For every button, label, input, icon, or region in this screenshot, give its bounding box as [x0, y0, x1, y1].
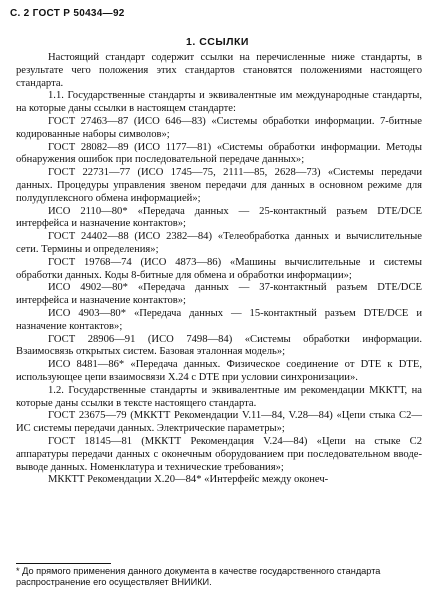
reference-item: ГОСТ 24402—88 (ИСО 2382—84) «Телеобработка данных и вычислительные сети. Термины и определения»; [16, 231, 422, 255]
section-title: 1. ССЫЛКИ [186, 36, 249, 48]
reference-item: ГОСТ 27463—87 (ИСО 646—83) «Системы обработки информации. 7-битные кодированные наборы символов»; [16, 115, 422, 140]
reference-item: ИСО 4903—80* «Передача данных — 15-контактный разъем DTE/DCE и назначение контактов»; [16, 307, 422, 332]
reference-item: МККТТ Рекомендации X.20—84* «Интерфейс между оконеч- [48, 474, 329, 486]
reference-item: ГОСТ 22731—77 (ИСО 1745—75, 2111—85, 2628—73) «Системы передачи данных. Процедуры управления звеном передачи для данных в основном режиме для полудуплексного обмена информацией»; [16, 167, 422, 204]
footnote-divider [16, 563, 111, 564]
footnote: * До прямого применения данного документа в качестве государственного стандарта распространение его осуществляет ВНИИКИ. [16, 566, 381, 587]
reference-item: ГОСТ 23675—79 (МККТТ Рекомендации V.11—84, V.28—84) «Цепи стыка С2—ИС системы передачи данных. Электрические параметры»; [16, 410, 422, 435]
reference-item: ИСО 4902—80* «Передача данных — 37-контактный разъем DTE/DCE интерфейса и назначение контактов»; [16, 282, 422, 307]
reference-item: ГОСТ 28082—89 (ИСО 1177—81) «Системы обработки информации. Методы обнаружения ошибок при последовательной передаче данных»; [16, 141, 422, 166]
paragraph: 1.2. Государственные стандарты и эквивалентные им рекомендации МККТТ, на которые даны ссылки в тексте настоящего стандарта. [16, 384, 422, 409]
paragraph: Настоящий стандарт содержит ссылки на перечисленные ниже стандарты, в результате чего положения этих стандартов становятся положениями настоящего стандарта. [16, 52, 422, 89]
reference-item: ГОСТ 19768—74 (ИСО 4873—86) «Машины вычислительные и системы обработки данных. Коды 8-битные для обмена и обработки информации»; [16, 256, 422, 281]
reference-item: ИСО 8481—86* «Передача данных. Физическое соединение от DTE к DTE, использующее цепи взаимосвязи X.24 с DTE при условии синхронизации». [16, 359, 422, 383]
reference-item: ГОСТ 28906—91 (ИСО 7498—84) «Системы обработки информации. Взаимосвязь открытых систем. Базовая эталонная модель»; [16, 333, 422, 358]
reference-item: ИСО 2110—80* «Передача данных — 25-контактный разъем DTE/DCE интерфейса и назначение контактов»; [16, 205, 422, 230]
paragraph: 1.1. Государственные стандарты и эквивалентные им международные стандарты, на которые даны ссылки в настоящем стандарте: [16, 90, 422, 115]
page-header: С. 2 ГОСТ Р 50434—92 [10, 8, 125, 19]
reference-item: ГОСТ 18145—81 (МККТТ Рекомендация V.24—84) «Цепи на стыке С2 аппаратуры передачи данных с оконечным оборудованием при последовательном вводе-выводе данных. Номенклатура и технические требования»; [16, 435, 422, 473]
section-body [16, 52, 422, 487]
